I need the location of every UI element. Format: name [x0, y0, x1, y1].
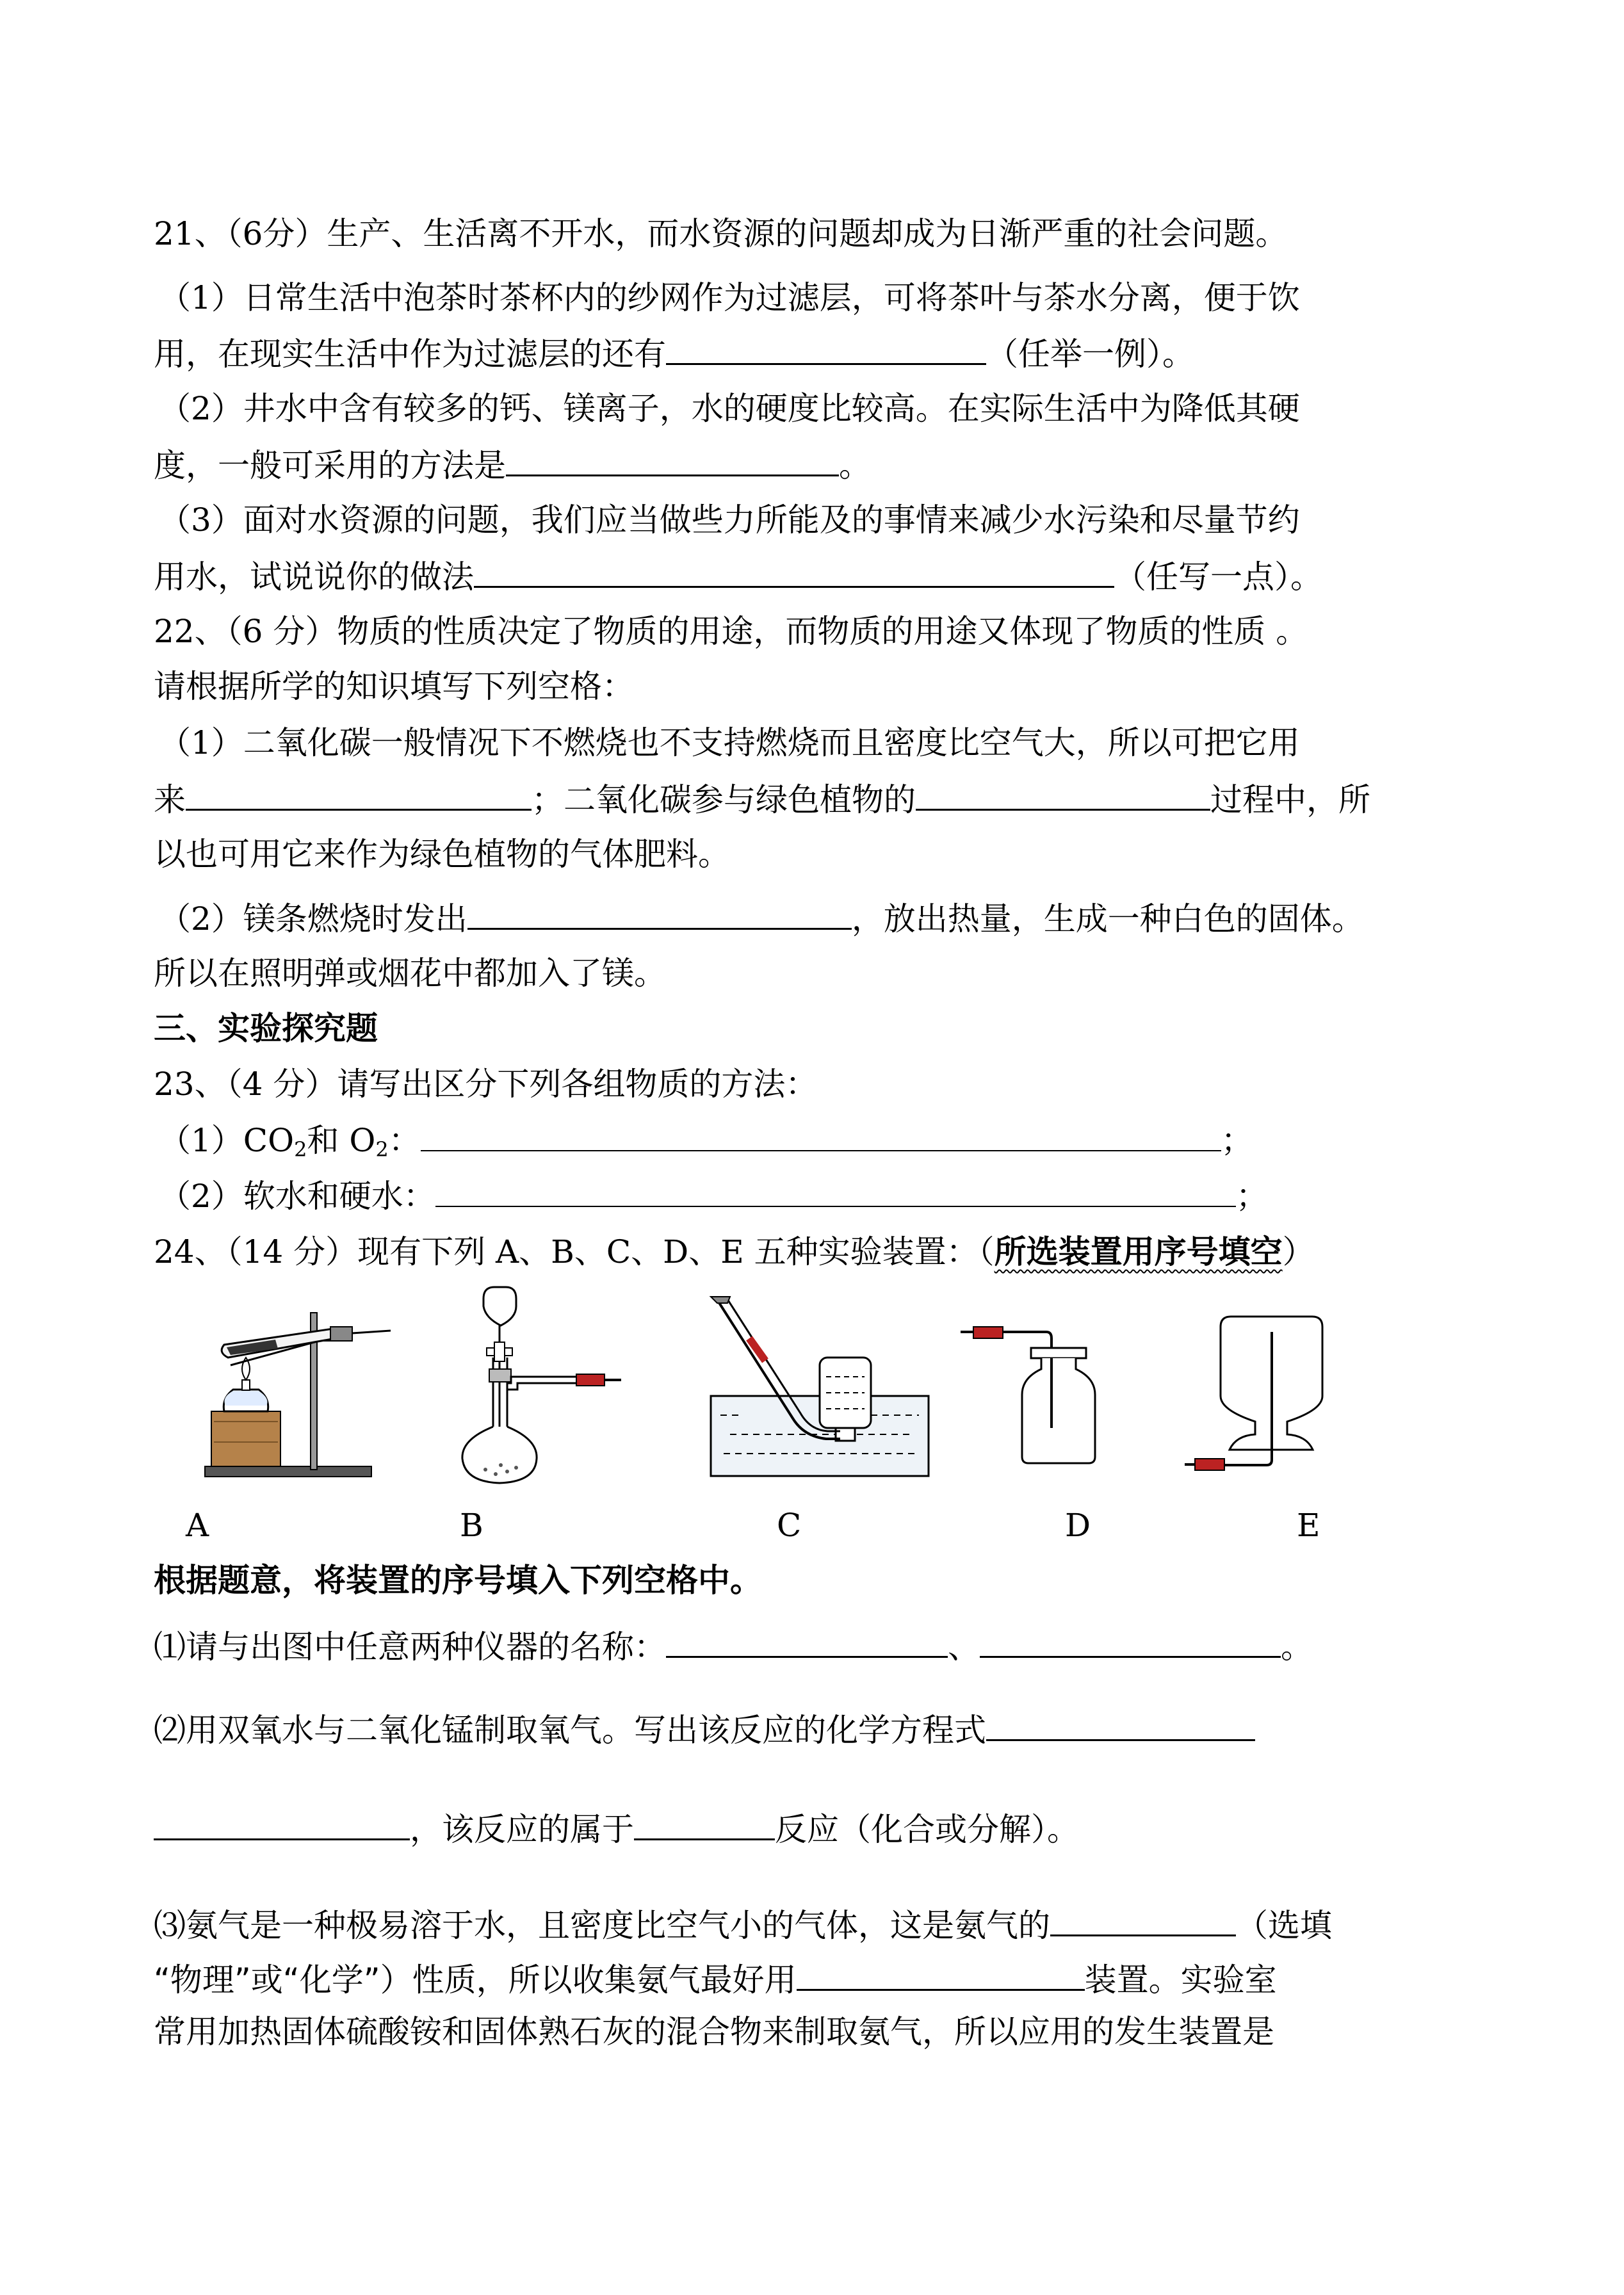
q24-answer-blank-6[interactable] — [1050, 1905, 1236, 1936]
q21-answer-blank-2[interactable] — [506, 445, 839, 476]
q24-answer-blank-7[interactable] — [797, 1959, 1085, 1991]
q24-part2-line2 — [154, 1809, 1079, 1847]
q24-part1 — [154, 1626, 1313, 1665]
apparatus-label-d: D — [1065, 1507, 1091, 1544]
q24-title-emphasis: 所选装置用序号填空 — [994, 1233, 1283, 1270]
apparatus-d-gas-bottle — [961, 1319, 1121, 1470]
q23-water-text: （2）软水和硬水： — [159, 1178, 435, 1215]
q22-answer-blank-3[interactable] — [467, 898, 852, 930]
q24-answer-blank-1[interactable] — [666, 1626, 948, 1658]
q24-title — [154, 1233, 1315, 1271]
q21-part1-line1: （1）日常生活中泡茶时茶杯内的纱网作为过滤层，可将茶叶与茶水分离，便于饮 — [159, 279, 1300, 316]
q22-part2-tail: ，放出热量，生成一种白色的固体。 — [851, 900, 1364, 937]
q23-answer-blank-1[interactable] — [421, 1121, 1221, 1151]
q23-part2 — [159, 1176, 1268, 1215]
q24-answer-blank-5[interactable] — [634, 1809, 775, 1840]
q24-part2-text: ⑵用双氧水与二氧化锰制取氧气。写出该反应的化学方程式 — [154, 1712, 986, 1749]
q21-part3-text: 用水，试说说你的做法 — [154, 558, 474, 596]
q22-part2-line1 — [159, 898, 1364, 937]
apparatus-label-e: E — [1297, 1507, 1320, 1544]
q24-part2-mid: ，该反应的属于 — [410, 1811, 634, 1848]
q24-title-text: 24、（14 分）现有下列 A、B、C、D、E 五种实验装置：（ — [154, 1233, 995, 1270]
apparatus-label-c: C — [777, 1507, 802, 1544]
q23-answer-blank-2[interactable] — [435, 1176, 1236, 1207]
q22-subtitle: 请根据所学的知识填写下列空格： — [154, 668, 634, 705]
q21-part2-line1: （2）井水中含有较多的钙、镁离子，水的硬度比较高。在实际生活中为降低其硬 — [159, 390, 1300, 427]
apparatus-a-heating-setup — [199, 1293, 397, 1482]
q21-part1-line2 — [154, 334, 1194, 372]
q22-part2-line2: 所以在照明弹或烟花中都加入了镁。 — [154, 955, 666, 992]
q24-part3-line2 — [154, 1959, 1277, 1998]
q24-instruction: 根据题意，将装置的序号填入下列空格中。 — [154, 1562, 762, 1599]
q24-part3-hint: （选填 — [1236, 1907, 1332, 1944]
q23-title: 23、（4 分）请写出区分下列各组物质的方法： — [154, 1066, 818, 1103]
q21-title: 21、（6分）生产、生活离不开水，而水资源的问题却成为日渐严重的社会问题。 — [154, 215, 1288, 252]
q23-part1 — [159, 1121, 1253, 1162]
q21-answer-blank-3[interactable] — [474, 556, 1114, 588]
q21-part1-tail: （任举一例）。 — [986, 336, 1194, 373]
q24-title-close: ） — [1282, 1233, 1315, 1270]
q22-part1-line2 — [154, 779, 1370, 818]
q23-colon: ： — [388, 1122, 421, 1159]
q22-title: 22、（6 分）物质的性质决定了物质的用途，而物质的用途又体现了物质的性质 。 — [154, 613, 1308, 650]
q22-part1-text: 来 — [154, 781, 186, 818]
apparatus-label-b: B — [460, 1507, 483, 1544]
apparatus-c-water-trough — [704, 1297, 941, 1479]
q24-answer-blank-2[interactable] — [980, 1626, 1281, 1658]
q24-part1-end: 。 — [1281, 1628, 1313, 1666]
q24-part3-line1 — [154, 1905, 1332, 1943]
q21-part2-text: 度，一般可采用的方法是 — [154, 447, 506, 484]
q22-part2-text: （2）镁条燃烧时发出 — [159, 900, 467, 937]
q24-part3-text: ⑶氨气是一种极易溶于水，且密度比空气小的气体，这是氨气的 — [154, 1907, 1050, 1944]
q21-part3-line1: （3）面对水资源的问题，我们应当做些力所能及的事情来减少水污染和尽量节约 — [159, 501, 1300, 539]
q21-part2-tail: 。 — [839, 447, 871, 484]
q21-part3-line2 — [154, 556, 1322, 595]
q24-answer-blank-4[interactable] — [154, 1809, 410, 1840]
q21-part1-text: 用，在现实生活中作为过滤层的还有 — [154, 336, 666, 373]
q22-answer-blank-2[interactable] — [916, 779, 1210, 811]
q23-o-text: 和 O — [307, 1122, 376, 1159]
q21-part3-tail: （任写一点）。 — [1114, 558, 1322, 596]
q24-part3-tail: 装置。实验室 — [1084, 1961, 1277, 1999]
q23-subscript-2: 2 — [375, 1137, 389, 1162]
q22-part1-tail: 过程中，所 — [1210, 781, 1370, 818]
q23-subscript-1: 2 — [294, 1137, 307, 1162]
q24-part2-line1 — [154, 1710, 1255, 1748]
q23-end-1: ； — [1221, 1122, 1253, 1159]
apparatus-e-inverted-bottle — [1185, 1313, 1338, 1466]
q22-part1-line1: （1）二氧化碳一般情况下不燃烧也不支持燃烧而且密度比空气大，所以可把它用 — [159, 724, 1300, 761]
q24-answer-blank-3[interactable] — [986, 1710, 1255, 1741]
q24-part1-sep: 、 — [948, 1628, 980, 1666]
q24-part2-tail: 反应（化合或分解）。 — [775, 1811, 1079, 1848]
q22-part1-line3: 以也可用它来作为绿色植物的气体肥料。 — [154, 836, 730, 873]
q24-part1-text: ⑴请与出图中任意两种仪器的名称： — [154, 1628, 666, 1666]
q23-co-text: （1）CO — [159, 1122, 295, 1159]
q24-part3-options: “物理”或“化学”）性质，所以收集氨气最好用 — [154, 1961, 797, 1999]
q23-end-2: ； — [1235, 1178, 1268, 1215]
q22-answer-blank-1[interactable] — [186, 779, 532, 811]
apparatus-label-a: A — [186, 1507, 209, 1544]
section-heading: 三、实验探究题 — [154, 1009, 378, 1047]
q24-part3-line3: 常用加热固体硫酸铵和固体熟石灰的混合物来制取氨气，所以应用的发生装置是 — [154, 2013, 1274, 2050]
q21-answer-blank-1[interactable] — [666, 334, 986, 365]
apparatus-b-flask-funnel — [448, 1287, 640, 1486]
q21-part2-line2 — [154, 445, 871, 483]
q22-part1-mid: ；二氧化碳参与绿色植物的 — [532, 781, 916, 818]
